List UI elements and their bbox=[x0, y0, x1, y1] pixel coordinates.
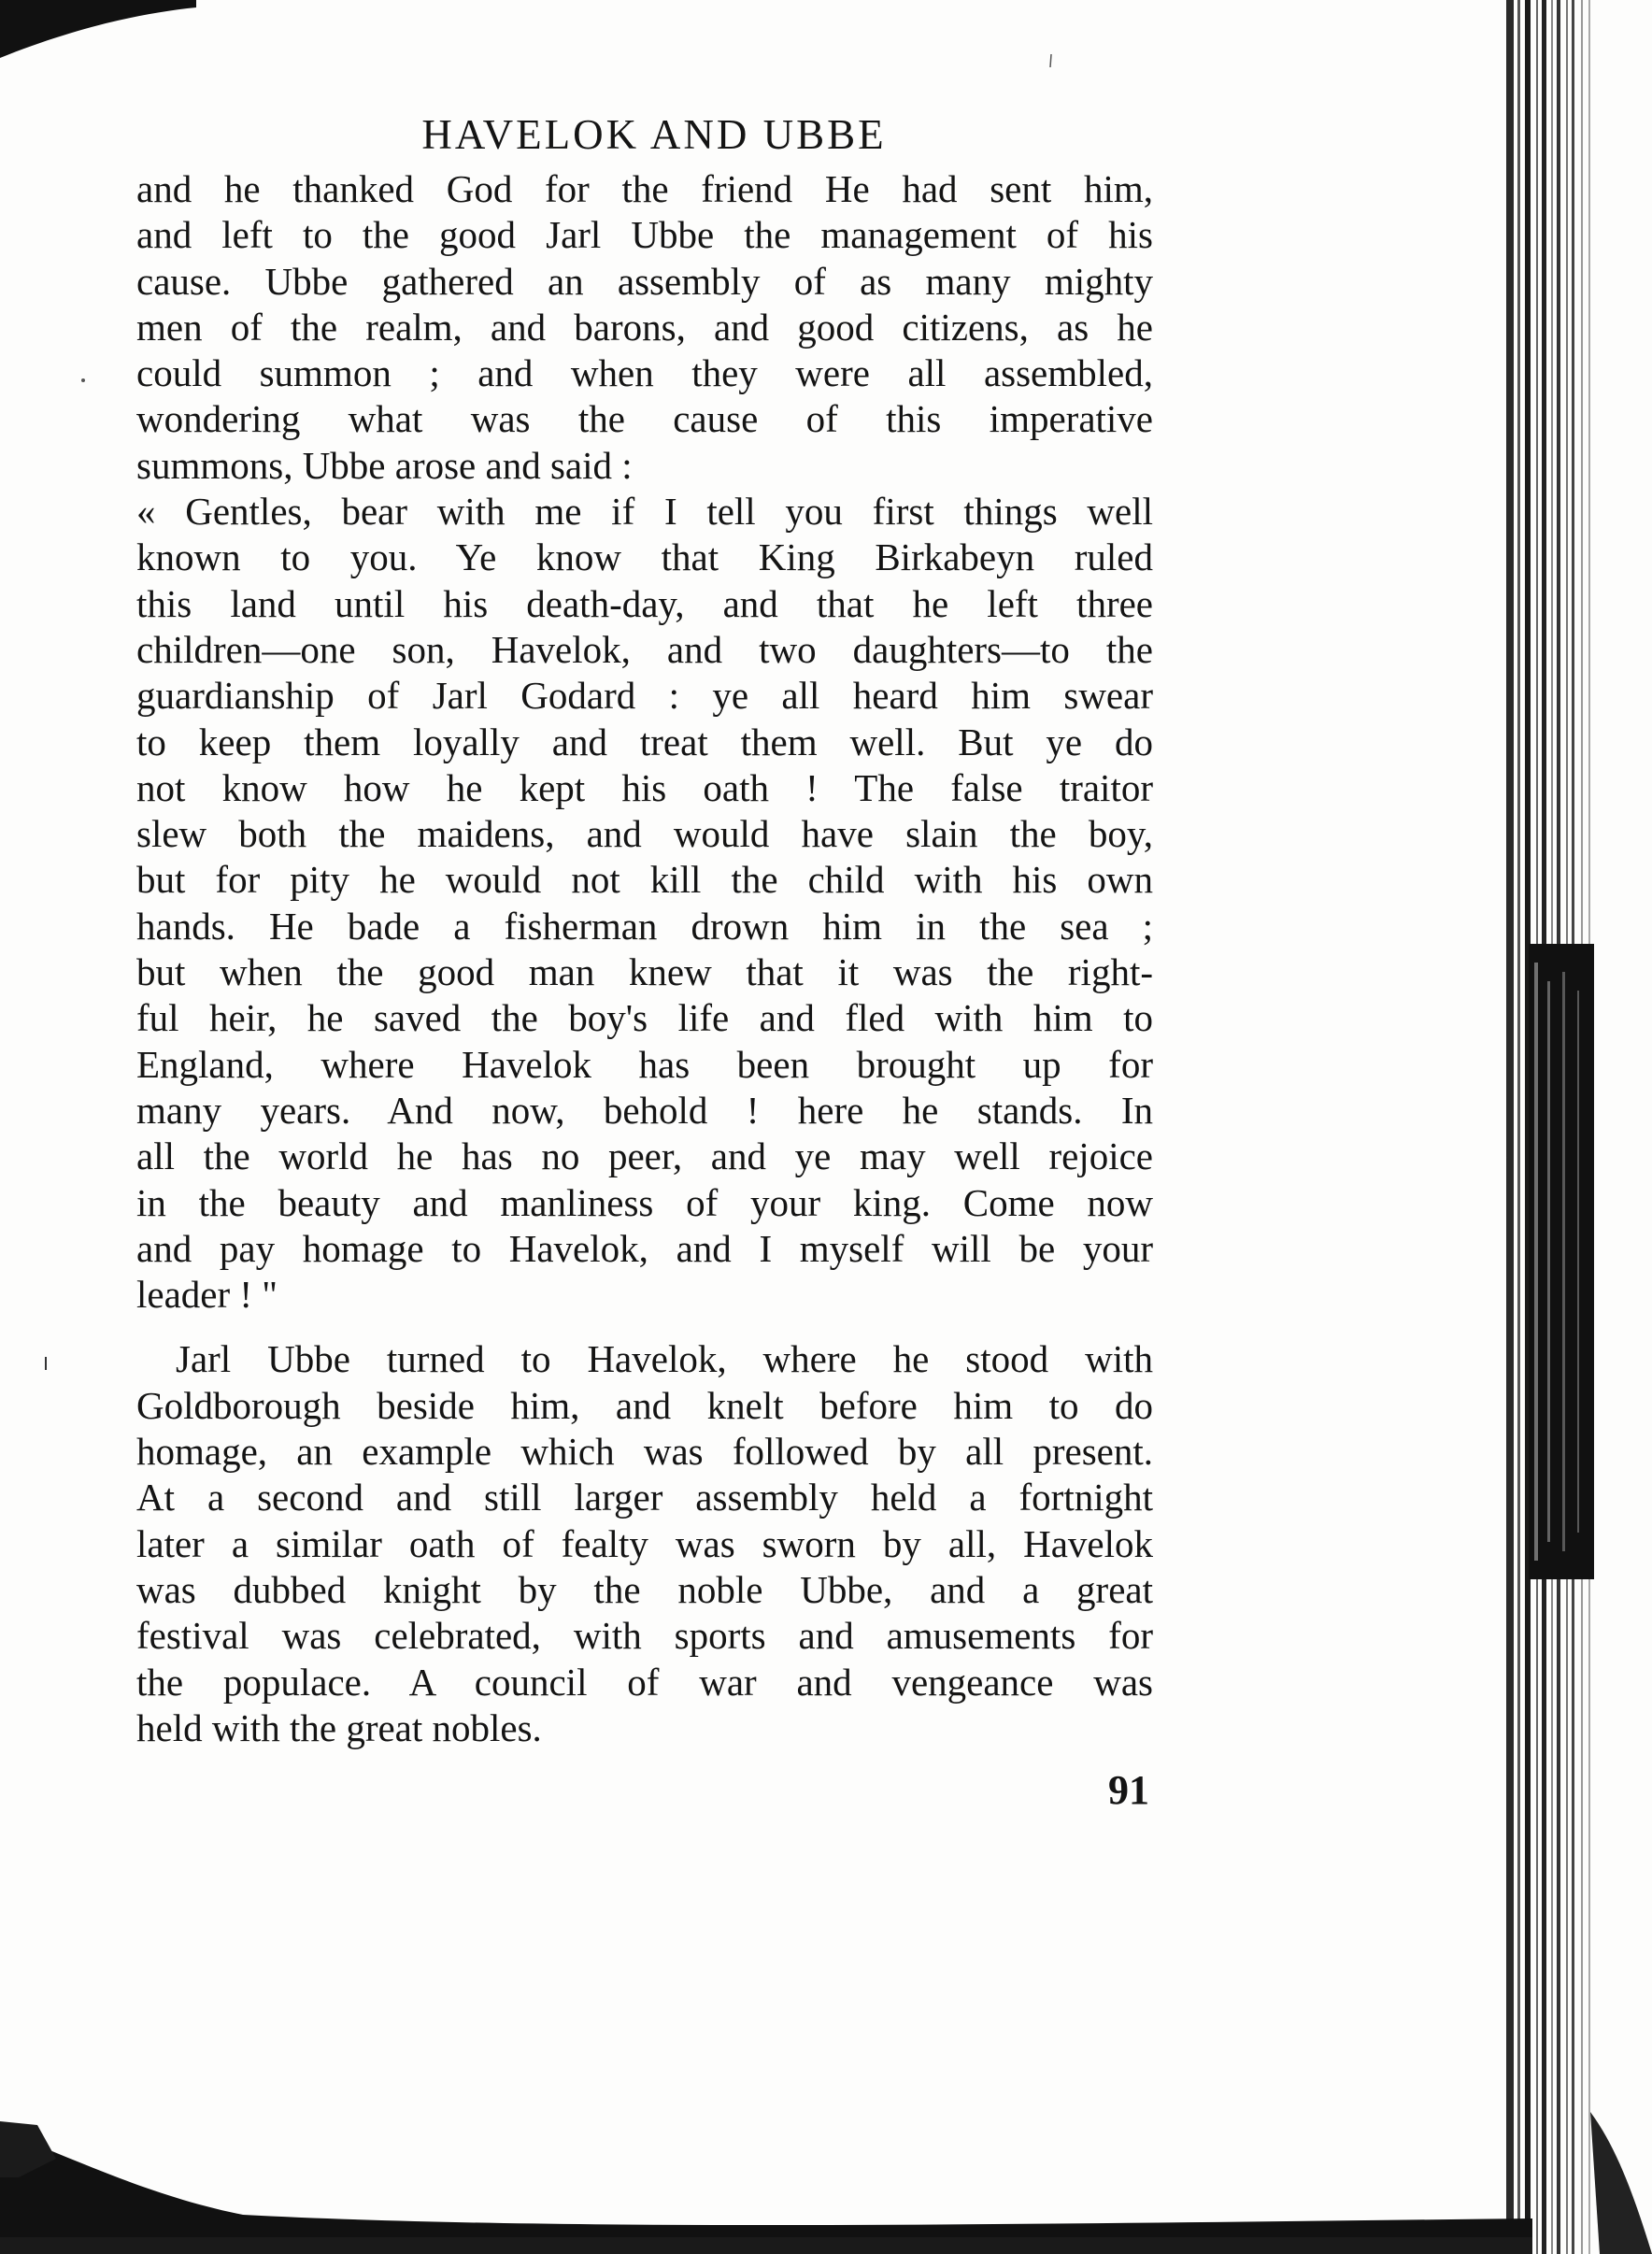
text-line: in the beauty and manliness of your king. Come now bbox=[136, 1180, 1153, 1224]
text-line: summons, Ubbe arose and said : bbox=[136, 443, 633, 487]
text-line: and left to the good Jarl Ubbe the management of his bbox=[136, 213, 1153, 257]
text-line: England, where Havelok has been brought up for bbox=[136, 1042, 1153, 1086]
text-line: the populace. A council of war and vengeance was bbox=[136, 1660, 1153, 1704]
text-line: not know how he kept his oath ! The false traitor bbox=[136, 765, 1153, 809]
text-line: homage, an example which was followed by all present. bbox=[136, 1430, 1153, 1474]
running-head: HAVELOK AND UBBE bbox=[421, 111, 887, 158]
scan-speck bbox=[80, 378, 86, 383]
text-line: festival was celebrated, with sports and amusements for bbox=[136, 1614, 1153, 1658]
text-line: all the world he has no peer, and ye may well rejoice bbox=[136, 1134, 1153, 1178]
text-line: known to you. Ye know that King Birkabeyn ruled bbox=[136, 535, 1153, 579]
scan-binding-right bbox=[1506, 0, 1652, 2254]
text-line: men of the realm, and barons, and good citizens, as he bbox=[136, 305, 1153, 349]
text-line: Jarl Ubbe turned to Havelok, where he stood with bbox=[176, 1337, 1153, 1381]
text-line: leader ! " bbox=[136, 1273, 278, 1317]
text-line: but for pity he would not kill the child with his own bbox=[136, 858, 1153, 902]
paragraph-2 bbox=[136, 489, 1153, 1318]
scan-shadow-bottom bbox=[0, 2121, 1652, 2254]
paragraph-1 bbox=[136, 166, 1153, 489]
text-line: « Gentles, bear with me if I tell you first things well bbox=[136, 490, 1153, 534]
paragraph-3 bbox=[136, 1336, 1153, 1751]
paragraph-gap bbox=[136, 1318, 1153, 1336]
scan-speck bbox=[43, 1357, 49, 1370]
text-line: held with the great nobles. bbox=[136, 1705, 542, 1749]
text-line: hands. He bade a fisherman drown him in the sea ; bbox=[136, 904, 1153, 948]
text-line: ful heir, he saved the boy's life and fled with him to bbox=[136, 996, 1153, 1040]
scan-shadow-top-left bbox=[0, 0, 196, 65]
text-line: many years. And now, behold ! here he stands. In bbox=[136, 1088, 1153, 1132]
text-line: could summon ; and when they were all assembled, bbox=[136, 351, 1153, 395]
text-line: At a second and still larger assembly held a fortnight bbox=[136, 1476, 1153, 1519]
scan-speck bbox=[1048, 54, 1054, 67]
page-number: 91 bbox=[1108, 1767, 1149, 1813]
text-line: was dubbed knight by the noble Ubbe, and a great bbox=[136, 1567, 1153, 1611]
body-text bbox=[136, 166, 1153, 1751]
text-line: slew both the maidens, and would have slain the boy, bbox=[136, 812, 1153, 856]
text-line: and he thanked God for the friend He had sent him, bbox=[136, 167, 1153, 210]
text-line: this land until his death-day, and that he left three bbox=[136, 581, 1153, 625]
text-line: wondering what was the cause of this imperative bbox=[136, 397, 1153, 441]
text-line: cause. Ubbe gathered an assembly of as many mighty bbox=[136, 259, 1153, 303]
text-line: but when the good man knew that it was the right- bbox=[136, 950, 1153, 994]
text-line: children—one son, Havelok, and two daughters—to the bbox=[136, 627, 1153, 671]
text-line: Goldborough beside him, and knelt before him to do bbox=[136, 1383, 1153, 1427]
text-line: guardianship of Jarl Godard : ye all heard him swear bbox=[136, 674, 1153, 718]
text-line: and pay homage to Havelok, and I myself will be your bbox=[136, 1226, 1153, 1270]
text-line: to keep them loyally and treat them well. But ye do bbox=[136, 720, 1153, 763]
text-line: later a similar oath of fealty was sworn by all, Havelok bbox=[136, 1521, 1153, 1565]
